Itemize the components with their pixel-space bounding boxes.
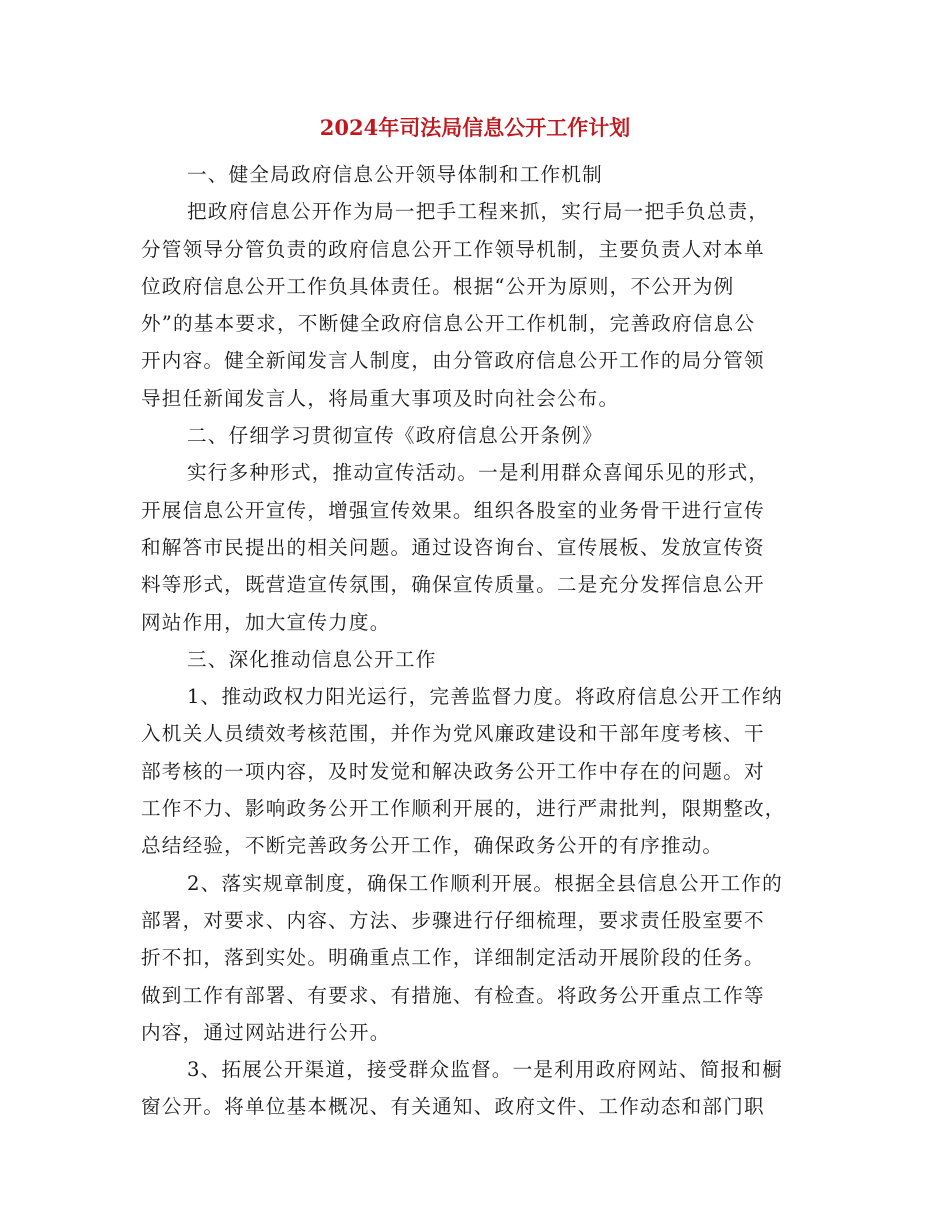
body-line: 网站作用，加大宣传力度。 <box>141 610 391 634</box>
body-line: 内容，通过网站进行公开。 <box>141 1020 391 1044</box>
body-line: 二、仔细学习贯彻宣传《政府信息公开条例》 <box>187 424 603 448</box>
body-line: 1、推动政权力阳光运行，完善监督力度。将政府信息公开工作纳 <box>187 685 783 709</box>
body-line: 窗公开。将单位基本概况、有关通知、政府文件、工作动态和部门职 <box>141 1095 765 1119</box>
body-line: 工作不力、影响政务公开工作顺利开展的，进行严肃批判，限期整改， <box>141 797 786 821</box>
body-line: 外”的基本要求，不断健全政府信息公开工作机制，完善政府信息公 <box>141 312 756 336</box>
body-line: 位政府信息公开工作负具体责任。根据“公开为原则，不公开为例 <box>141 274 735 298</box>
body-line: 2、落实规章制度，确保工作顺利开展。根据全县信息公开工作的 <box>187 871 783 895</box>
body-line: 把政府信息公开作为局一把手工程来抓，实行局一把手负总责， <box>187 200 770 224</box>
body-line: 入机关人员绩效考核范围，并作为党风廉政建设和干部年度考核、干 <box>141 722 765 746</box>
body-line: 部署，对要求、内容、方法、步骤进行仔细梳理，要求责任股室要不 <box>141 908 765 932</box>
body-line: 做到工作有部署、有要求、有措施、有检查。将政务公开重点工作等 <box>141 983 765 1007</box>
body-line: 开展信息公开宣传，增强宣传效果。组织各股室的业务骨干进行宣传 <box>141 498 765 522</box>
body-line: 一、健全局政府信息公开领导体制和工作机制 <box>187 163 603 186</box>
body-line: 实行多种形式，推动宣传活动。一是利用群众喜闻乐见的形式， <box>187 461 770 485</box>
body-line: 分管领导分管负责的政府信息公开工作领导机制，主要负责人对本单 <box>141 237 765 261</box>
document-body <box>141 156 809 1126</box>
body-line: 折不扣，落到实处。明确重点工作，详细制定活动开展阶段的任务。 <box>141 946 765 970</box>
body-line: 开内容。健全新闻发言人制度，由分管政府信息公开工作的局分管领 <box>141 349 765 373</box>
body-line: 导担任新闻发言人，将局重大事项及时向社会公布。 <box>141 386 620 410</box>
body-line: 3、拓展公开渠道，接受群众监督。一是利用政府网站、简报和橱 <box>187 1058 783 1082</box>
body-line: 三、深化推动信息公开工作 <box>187 647 437 671</box>
body-line: 部考核的一项内容，及时发觉和解决政务公开工作中存在的问题。对 <box>141 759 765 783</box>
body-line: 总结经验，不断完善政务公开工作，确保政务公开的有序推动。 <box>141 834 724 858</box>
document-title: 2024年司法局信息公开工作计划 <box>319 115 631 140</box>
body-line: 料等形式，既营造宣传氛围，确保宣传质量。二是充分发挥信息公开 <box>141 573 765 597</box>
body-line: 和解答市民提出的相关问题。通过设咨询台、宣传展板、发放宣传资 <box>141 535 765 559</box>
